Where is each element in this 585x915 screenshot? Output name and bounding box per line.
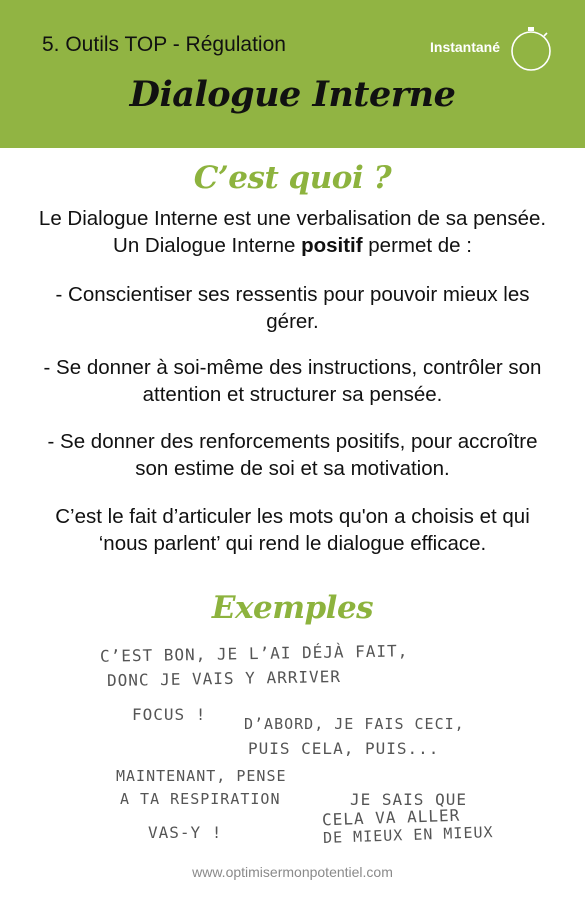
example-line: D’ABORD, JE FAIS CECI, [244,715,465,733]
example-line: DE MIEUX EN MIEUX [322,823,494,847]
examples-heading: Exemples [211,590,374,626]
section-title: 5. Outils TOP - Régulation [42,33,286,56]
point-1: - Conscientiser ses ressentis pour pouvoir mieux les gérer. [55,283,530,333]
what-heading: C’est quoi ? [193,160,392,196]
footer-url: www.optimisermonpotentiel.com [192,864,393,880]
example-line: JE SAIS QUE [350,790,467,809]
example-line: A TA RESPIRATION [120,790,281,808]
example-line: VAS-Y ! [148,823,223,842]
example-line: MAINTENANT, PENSE [116,767,287,785]
intro-paragraph [30,205,555,259]
intro-bold-word: positif [301,234,363,257]
header-banner [0,0,585,148]
example-line: PUIS CELA, PUIS... [248,739,440,758]
example-line: FOCUS ! [132,705,207,724]
stopwatch-icon [508,24,554,72]
intro-text-start: Le Dialogue Interne est une verbalisation de sa pensée. Un Dialogue Interne [38,207,547,257]
example-line: DONC JE VAIS Y ARRIVER [106,666,342,691]
point-2: - Se donner à soi-même des instructions, contrôler son attention et structurer sa pensée. [43,356,542,406]
point-3: - Se donner des renforcements positifs, pour accroître son estime de soi et sa motivation. [47,430,538,480]
page-title: Dialogue Interne [129,74,456,115]
badge-label: Instantané [430,39,501,55]
example-line: C’EST BON, JE L’AI DÉJÀ FAIT, [99,641,409,666]
example-line: CELA VA ALLER [321,805,461,830]
conclusion-paragraph: C’est le fait d’articuler les mots qu'on a choisis et qui ‘nous parlent’ qui rend le dialogue efficace. [55,505,530,555]
intro-text-end: permet de : [362,234,472,257]
